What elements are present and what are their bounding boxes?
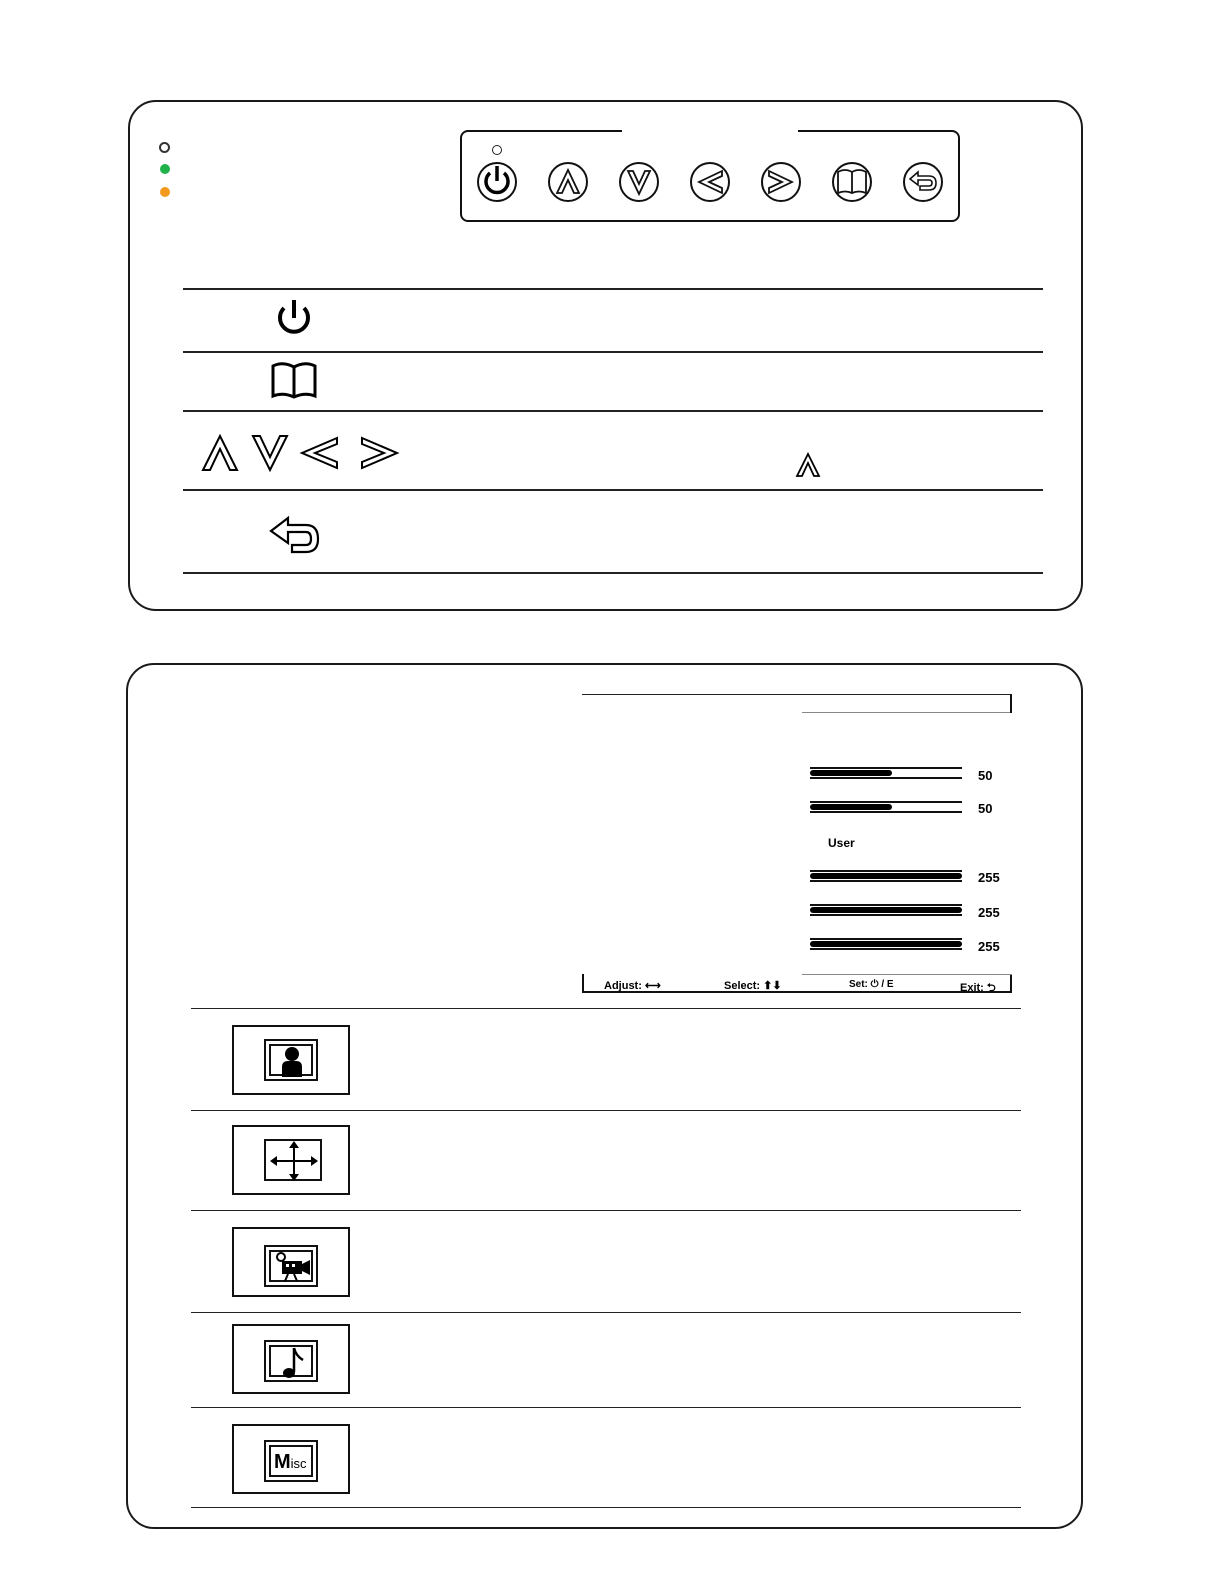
slider-fill bbox=[810, 941, 962, 947]
osd-frame-top-inner bbox=[802, 712, 1012, 713]
footer-select: Select: ⬆⬇ bbox=[724, 980, 782, 992]
slider-value: 255 bbox=[978, 905, 1000, 920]
up-arrow-icon bbox=[203, 436, 237, 470]
picture-menu-icon bbox=[232, 1025, 350, 1095]
menu-button[interactable] bbox=[833, 163, 871, 201]
mode-value: User bbox=[828, 836, 855, 850]
divider bbox=[191, 1210, 1021, 1211]
osd-frame-right bbox=[1010, 694, 1012, 713]
footer-adjust: Adjust: ⟷ bbox=[604, 980, 661, 992]
divider bbox=[183, 489, 1043, 491]
osd-slider[interactable] bbox=[810, 904, 962, 916]
osd-panel bbox=[126, 663, 1083, 1529]
power-icon bbox=[272, 296, 316, 340]
menu-book-icon bbox=[270, 362, 318, 402]
divider bbox=[191, 1110, 1021, 1111]
up-button[interactable] bbox=[549, 163, 587, 201]
slider-value: 50 bbox=[978, 801, 993, 816]
slider-value: 255 bbox=[978, 870, 1000, 885]
misc-label-small: isc bbox=[290, 1456, 307, 1471]
power-led-orange bbox=[160, 187, 170, 197]
arrow-keys-icon bbox=[200, 432, 400, 474]
slider-fill bbox=[810, 770, 892, 776]
slider-fill bbox=[810, 804, 892, 810]
power-led-green bbox=[160, 164, 170, 174]
down-button[interactable] bbox=[620, 163, 658, 201]
audio-menu-icon bbox=[232, 1324, 350, 1394]
right-button[interactable] bbox=[762, 163, 800, 201]
position-menu-icon bbox=[232, 1125, 350, 1195]
left-button[interactable] bbox=[691, 163, 729, 201]
divider bbox=[191, 1312, 1021, 1313]
divider bbox=[183, 572, 1043, 574]
osd-footer-top bbox=[802, 974, 1012, 975]
keypad-buttons bbox=[460, 130, 960, 222]
divider bbox=[191, 1008, 1021, 1009]
misc-label-big: M bbox=[274, 1451, 291, 1473]
divider bbox=[191, 1407, 1021, 1408]
osd-slider[interactable] bbox=[810, 870, 962, 882]
divider bbox=[183, 288, 1043, 290]
power-button[interactable] bbox=[478, 163, 516, 201]
osd-frame-top bbox=[582, 694, 1012, 695]
osd-slider[interactable] bbox=[810, 801, 962, 813]
video-menu-icon bbox=[232, 1227, 350, 1297]
misc-label bbox=[274, 1452, 307, 1474]
divider bbox=[183, 410, 1043, 412]
osd-slider[interactable] bbox=[810, 938, 962, 950]
power-led-outline bbox=[159, 142, 170, 153]
person-icon bbox=[278, 1045, 306, 1077]
exit-return-icon bbox=[268, 514, 322, 556]
move-arrows-icon bbox=[269, 1141, 319, 1181]
down-arrow-icon bbox=[253, 436, 287, 470]
slider-fill bbox=[810, 873, 962, 879]
right-arrow-icon bbox=[362, 438, 397, 468]
inline-up-arrow-icon bbox=[795, 452, 821, 478]
divider bbox=[191, 1507, 1021, 1508]
slider-value: 50 bbox=[978, 768, 993, 783]
footer-set: Set: ⏻ / E bbox=[849, 979, 894, 990]
divider bbox=[183, 351, 1043, 353]
music-note-icon bbox=[280, 1346, 306, 1380]
slider-value: 255 bbox=[978, 939, 1000, 954]
footer-exit: Exit: ⮌ bbox=[960, 982, 996, 994]
camera-icon bbox=[274, 1251, 314, 1283]
slider-fill bbox=[810, 907, 962, 913]
misc-menu-icon bbox=[232, 1424, 350, 1494]
osd-slider[interactable] bbox=[810, 767, 962, 779]
left-arrow-icon bbox=[302, 438, 337, 468]
exit-button[interactable] bbox=[904, 163, 942, 201]
